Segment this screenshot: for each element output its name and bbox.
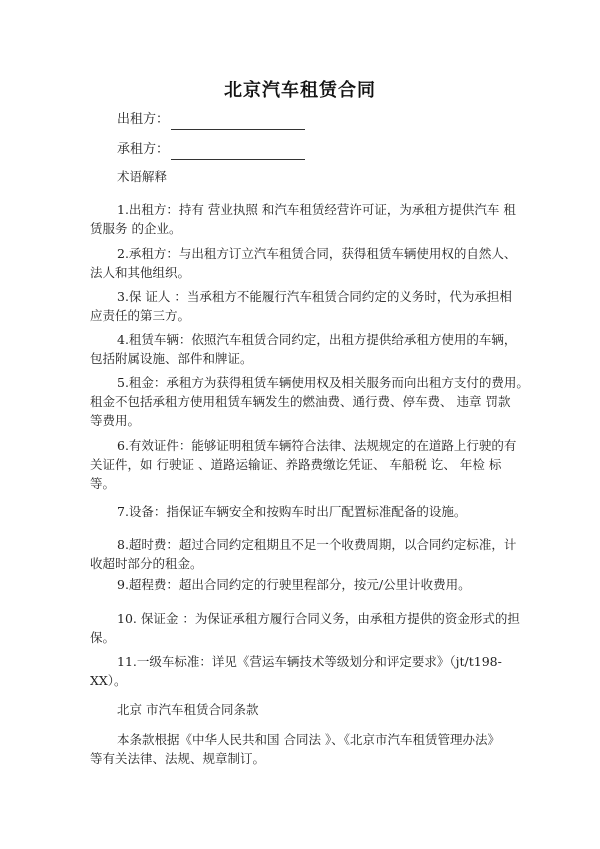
- paragraph-line: 收超时部分的租金。: [90, 556, 203, 571]
- lessor-blank-line: [171, 115, 305, 130]
- paragraph-line: 北京 市汽车租赁合同条款: [117, 702, 259, 717]
- paragraph-line: 等。: [90, 476, 116, 491]
- paragraph: [90, 287, 515, 325]
- paragraph: [90, 330, 515, 368]
- paragraph-line: 3.保 证人 ：当承租方不能履行汽车租赁合同约定的义务时，代为承担相: [117, 289, 512, 304]
- paragraph-line: 6.有效证件：能够证明租赁车辆符合法律、法规规定的在道路上行驶的有: [117, 438, 517, 453]
- paragraph: [90, 373, 529, 430]
- paragraph: [90, 652, 515, 690]
- document-title: 北京汽车租赁合同: [224, 80, 376, 101]
- paragraph: [90, 575, 515, 594]
- lessee-blank-line: [171, 145, 305, 160]
- paragraph-line: 1.出租方：持有 营业执照 和汽车租赁经营许可证，为承租方提供汽车 租: [117, 202, 516, 217]
- paragraph-line: 等有关法律、法规、规章制订。: [90, 751, 266, 766]
- lessee-field: [117, 140, 305, 160]
- paragraph-line: 本条款根据《中华人民共和国 合同法 》、《北京市汽车租赁管理办法》: [117, 732, 500, 747]
- paragraph: [90, 436, 515, 493]
- lessee-label: 承租方：: [117, 142, 170, 157]
- paragraph-line: 10. 保证金 ：为保证承租方履行合同义务，由承租方提供的资金形式的担: [117, 611, 520, 626]
- paragraph-line: XX）。: [90, 673, 127, 688]
- paragraph-line: 等费用。: [90, 413, 141, 428]
- paragraph-line: 租金不包括承租方使用租赁车辆发生的燃油费、通行费、停车费、 违章 罚款: [90, 394, 511, 409]
- paragraph-line: 包括附属设施、部件和牌证。: [90, 351, 253, 366]
- paragraph: [90, 502, 515, 521]
- paragraph: [90, 200, 515, 238]
- paragraph-line: 7.设备：指保证车辆安全和按购车时出厂配置标准配备的设施。: [117, 504, 467, 519]
- lessor-field: [117, 110, 305, 130]
- paragraph: [90, 700, 515, 719]
- paragraph: [90, 730, 515, 768]
- paragraph-line: 法人和其他组织。: [90, 265, 191, 280]
- paragraph-line: 保。: [90, 630, 116, 645]
- paragraph-line: 9.超程费：超出合同约定的行驶里程部分，按元/公里计收费用。: [117, 577, 471, 592]
- paragraph-line: 4.租赁车辆：依照汽车租赁合同约定，出租方提供给承租方使用的车辆，: [117, 332, 517, 347]
- paragraph-line: 赁服务 的企业。: [90, 221, 182, 236]
- paragraph-line: 应责任的第三方。: [90, 308, 191, 323]
- paragraph: [90, 535, 515, 573]
- paragraph-line: 2.承租方：与出租方订立汽车租赁合同，获得租赁车辆使用权的自然人、: [117, 246, 517, 261]
- lessor-label: 出租方：: [117, 112, 170, 127]
- paragraph-line: 5.租金：承租方为获得租赁车辆使用权及相关服务而向出租方支付的费用。: [117, 375, 529, 390]
- section-heading: 术语解释: [117, 169, 168, 184]
- paragraph-line: 8.超时费：超过合同约定租期且不足一个收费周期，以合同约定标准，计: [117, 537, 517, 552]
- paragraph-line: 11.一级车标准：详见《营运车辆技术等级划分和评定要求》（jt/t198-: [117, 654, 502, 669]
- paragraph-line: 关证件，如 行驶证 、道路运输证、养路费缴讫凭证、 车船税 讫、 年检 标: [90, 457, 502, 472]
- paragraph: [90, 609, 520, 647]
- paragraph: [90, 244, 515, 282]
